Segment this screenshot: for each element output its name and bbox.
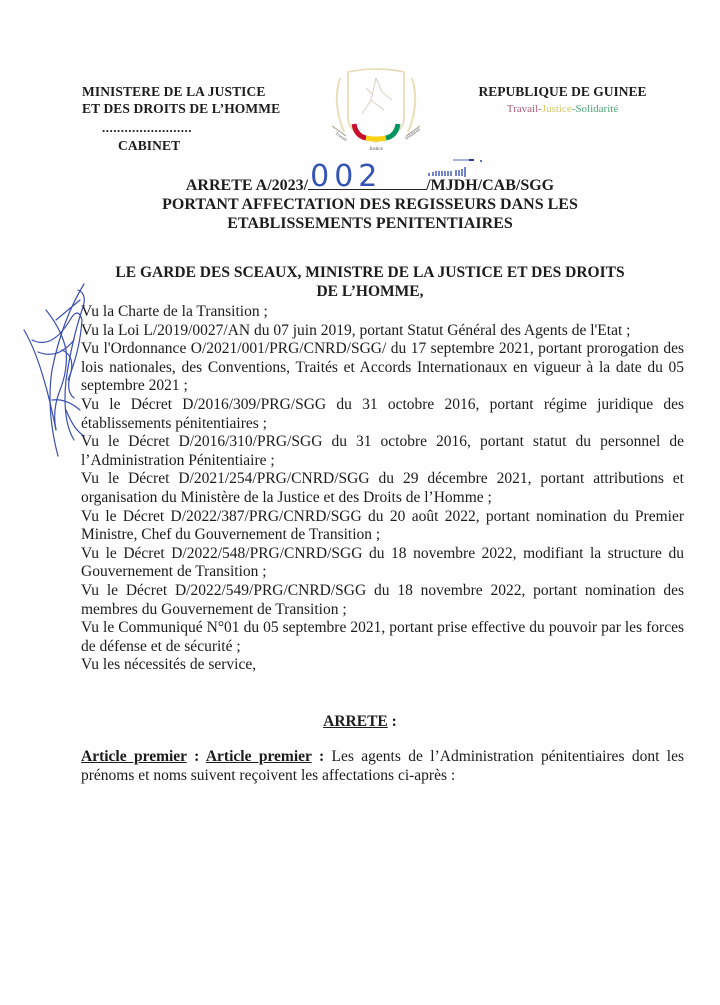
republic-header: [470, 83, 655, 117]
country-name: REPUBLIQUE DE GUINEE: [478, 84, 647, 99]
minister-heading: [70, 263, 670, 301]
visa-item: Vu le Décret D/2021/254/PRG/CNRD/SGG du 29 décembre 2021, portant attributions et organisation du Ministère de la Justice et des Droits de l’Homme ;: [81, 470, 684, 506]
decree-number-handwritten: 002: [310, 159, 383, 194]
visa-item: Vu les nécessités de service,: [81, 656, 257, 674]
ribbon-center: Justice: [369, 147, 383, 152]
motto-justice: Justice: [541, 103, 572, 115]
visa-item: Vu le Décret D/2022/387/PRG/CNRD/SGG du 20 août 2022, portant nomination du Premier Ministre, Chef du Gouvernement de Transition ;: [81, 507, 684, 544]
decree-number-field: [308, 159, 426, 194]
decision-heading-text: ARRETE: [323, 713, 388, 730]
cabinet-label: CABINET: [118, 138, 181, 153]
visa-item: Vu le Communiqué N°01 du 05 septembre 2021, portant prise effective du pouvoir par les forces de défense et de sécurité ;: [81, 619, 684, 655]
motto-travail: Travail: [506, 103, 539, 115]
decree-subject-line1: PORTANT AFFECTATION DES REGISSEURS DANS LES: [162, 196, 578, 213]
ribbon-right: Solidarité: [403, 126, 421, 141]
visa-item: Vu le Décret D/2022/549/PRG/CNRD/SGG du 18 novembre 2022, portant nomination des membres du Gouvernement de Transition ;: [81, 581, 684, 618]
article-text: Les agents de l’Administration pénitentiaires dont les prénoms et noms suivent reçoivent les affectations ci-après :: [81, 748, 684, 784]
article-premier: Article premier : Article premier : Les agents de l’Administration pénitentiaires dont les prénoms et noms suivent reçoivent les affectations ci-après :: [81, 748, 684, 784]
ministry-name-line1: MINISTERE DE LA JUSTICE: [82, 84, 266, 99]
ministry-name-line2: ET DES DROITS DE L’HOMME: [82, 101, 281, 116]
minister-title-line2: DE L’HOMME,: [316, 283, 424, 300]
visa-item: Vu le Décret D/2016/309/PRG/SGG du 31 octobre 2016, portant régime juridique des établissements pénitentiaires ;: [81, 395, 684, 432]
visa-item: Vu la Loi L/2019/0027/AN du 07 juin 2019, portant Statut Général des Agents de l'Etat ;: [81, 321, 631, 339]
decree-suffix: /MJDH/CAB/SGG: [426, 177, 555, 194]
decision-heading: ARRETE :: [323, 713, 397, 730]
visas-list: [81, 303, 684, 675]
visa-item: Vu le Décret D/2016/310/PRG/SGG du 31 octobre 2016, portant statut du personnel de l’Administration Pénitentiaire ;: [81, 433, 684, 469]
visa-item: Vu la Charte de la Transition ;: [81, 303, 268, 320]
minister-title-line1: LE GARDE DES SCEAUX, MINISTRE DE LA JUSTICE ET DES DROITS: [115, 264, 625, 281]
article-label-duplicate: Article premier: [205, 748, 312, 765]
ministry-header: [82, 83, 280, 154]
dotted-separator: ........................: [102, 120, 192, 135]
national-motto: Travail-Justice-Solidarité: [506, 103, 619, 115]
decree-subject-line2: ETABLISSEMENTS PENITENTIAIRES: [227, 215, 513, 232]
article-label: Article premier: [81, 748, 187, 765]
visa-item: Vu l'Ordonnance O/2021/001/PRG/CNRD/SGG/ du 17 septembre 2021, portant prorogation des lois nationales, des Conventions, Traités et Accords Internationaux en vigueur à la date du 05 septembre 2021 ;: [81, 340, 684, 395]
motto-solidarite: Solidarité: [575, 103, 619, 115]
decree-reference: [90, 159, 650, 195]
decree-prefix: ARRETE A/2023/: [185, 177, 309, 194]
decree-title: [90, 159, 650, 233]
ribbon-left: Travail: [334, 130, 348, 143]
visa-item: Vu le Décret D/2022/548/PRG/CNRD/SGG du 18 novembre 2022, modifiant la structure du Gouvernement de Transition ;: [81, 544, 684, 581]
guinea-coat-of-arms-icon: [326, 64, 426, 160]
